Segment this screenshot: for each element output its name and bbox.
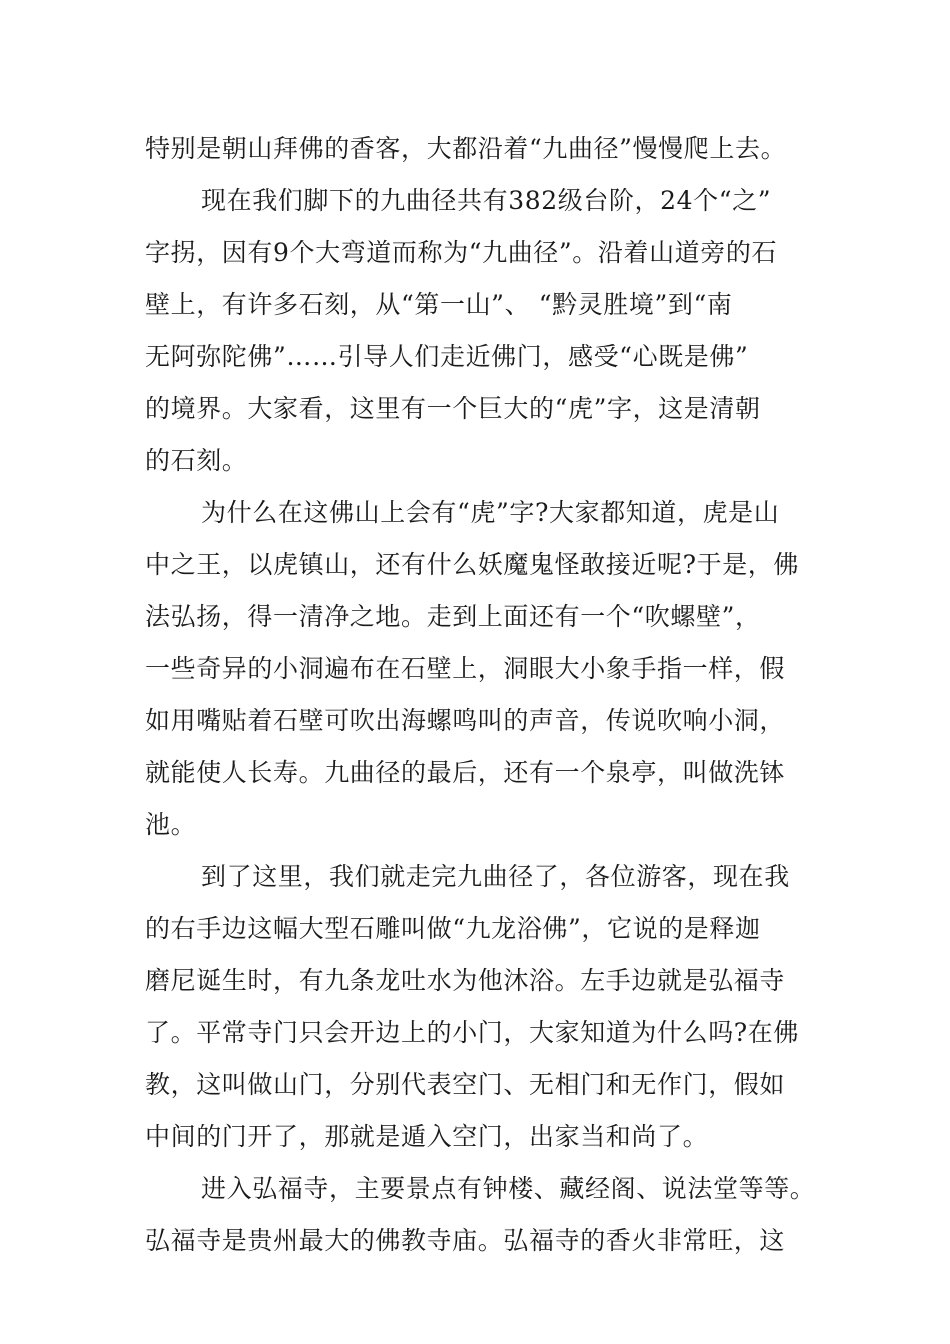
text-line: 中之王，以虎镇山，还有什么妖魔鬼怪敢接近呢?于是，佛 — [145, 550, 800, 579]
text-line: 一些奇异的小洞遍布在石壁上，洞眼大小象手指一样，假 — [145, 654, 786, 683]
text-line: 字拐，因有9个大弯道而称为“九曲径”。沿着山道旁的石 — [145, 238, 778, 267]
text-line: 特别是朝山拜佛的香客，大都沿着“九曲径”慢慢爬上去。 — [145, 134, 787, 163]
text-line: 弘福寺是贵州最大的佛教寺庙。弘福寺的香火非常旺，这 — [145, 1226, 786, 1255]
text-line: 的石刻。 — [145, 446, 248, 475]
text-line: 现在我们脚下的九曲径共有382级台阶，24个“之” — [201, 186, 772, 215]
text-line: 中间的门开了，那就是遁入空门，出家当和尚了。 — [145, 1122, 709, 1151]
text-line: 就能使人长寿。九曲径的最后，还有一个泉亭，叫做洗钵 — [145, 758, 786, 787]
text-line: 教，这叫做山门，分别代表空门、无相门和无作门，假如 — [145, 1070, 786, 1099]
paragraph-1 — [145, 123, 825, 175]
paragraph-5 — [145, 1163, 825, 1267]
text-line: 法弘扬，得一清净之地。走到上面还有一个“吹螺壁”， — [145, 602, 761, 631]
text-line: 如用嘴贴着石壁可吹出海螺鸣叫的声音，传说吹响小洞， — [145, 706, 786, 735]
paragraph-4 — [145, 851, 825, 1163]
text-line: 为什么在这佛山上会有“虎”字?大家都知道，虎是山 — [201, 498, 780, 527]
text-line: 了。平常寺门只会开边上的小门，大家知道为什么吗?在佛 — [145, 1018, 800, 1047]
text-line: 无阿弥陀佛”……引导人们走近佛门，感受“心既是佛” — [145, 342, 749, 371]
text-line: 进入弘福寺，主要景点有钟楼、藏经阁、说法堂等等。 — [201, 1174, 816, 1203]
text-line: 壁上，有许多石刻，从“第一山”、 “黔灵胜境”到“南 — [145, 290, 733, 319]
paragraph-2 — [145, 175, 825, 487]
text-line: 的境界。大家看，这里有一个巨大的“虎”字，这是清朝 — [145, 394, 761, 423]
text-line: 池。 — [145, 810, 197, 839]
document-body — [145, 123, 825, 1267]
text-line: 的右手边这幅大型石雕叫做“九龙浴佛”，它说的是释迦 — [145, 914, 761, 943]
paragraph-3 — [145, 487, 825, 851]
text-line: 磨尼诞生时，有九条龙吐水为他沐浴。左手边就是弘福寺 — [145, 966, 786, 995]
text-line: 到了这里，我们就走完九曲径了，各位游客，现在我 — [201, 862, 790, 891]
